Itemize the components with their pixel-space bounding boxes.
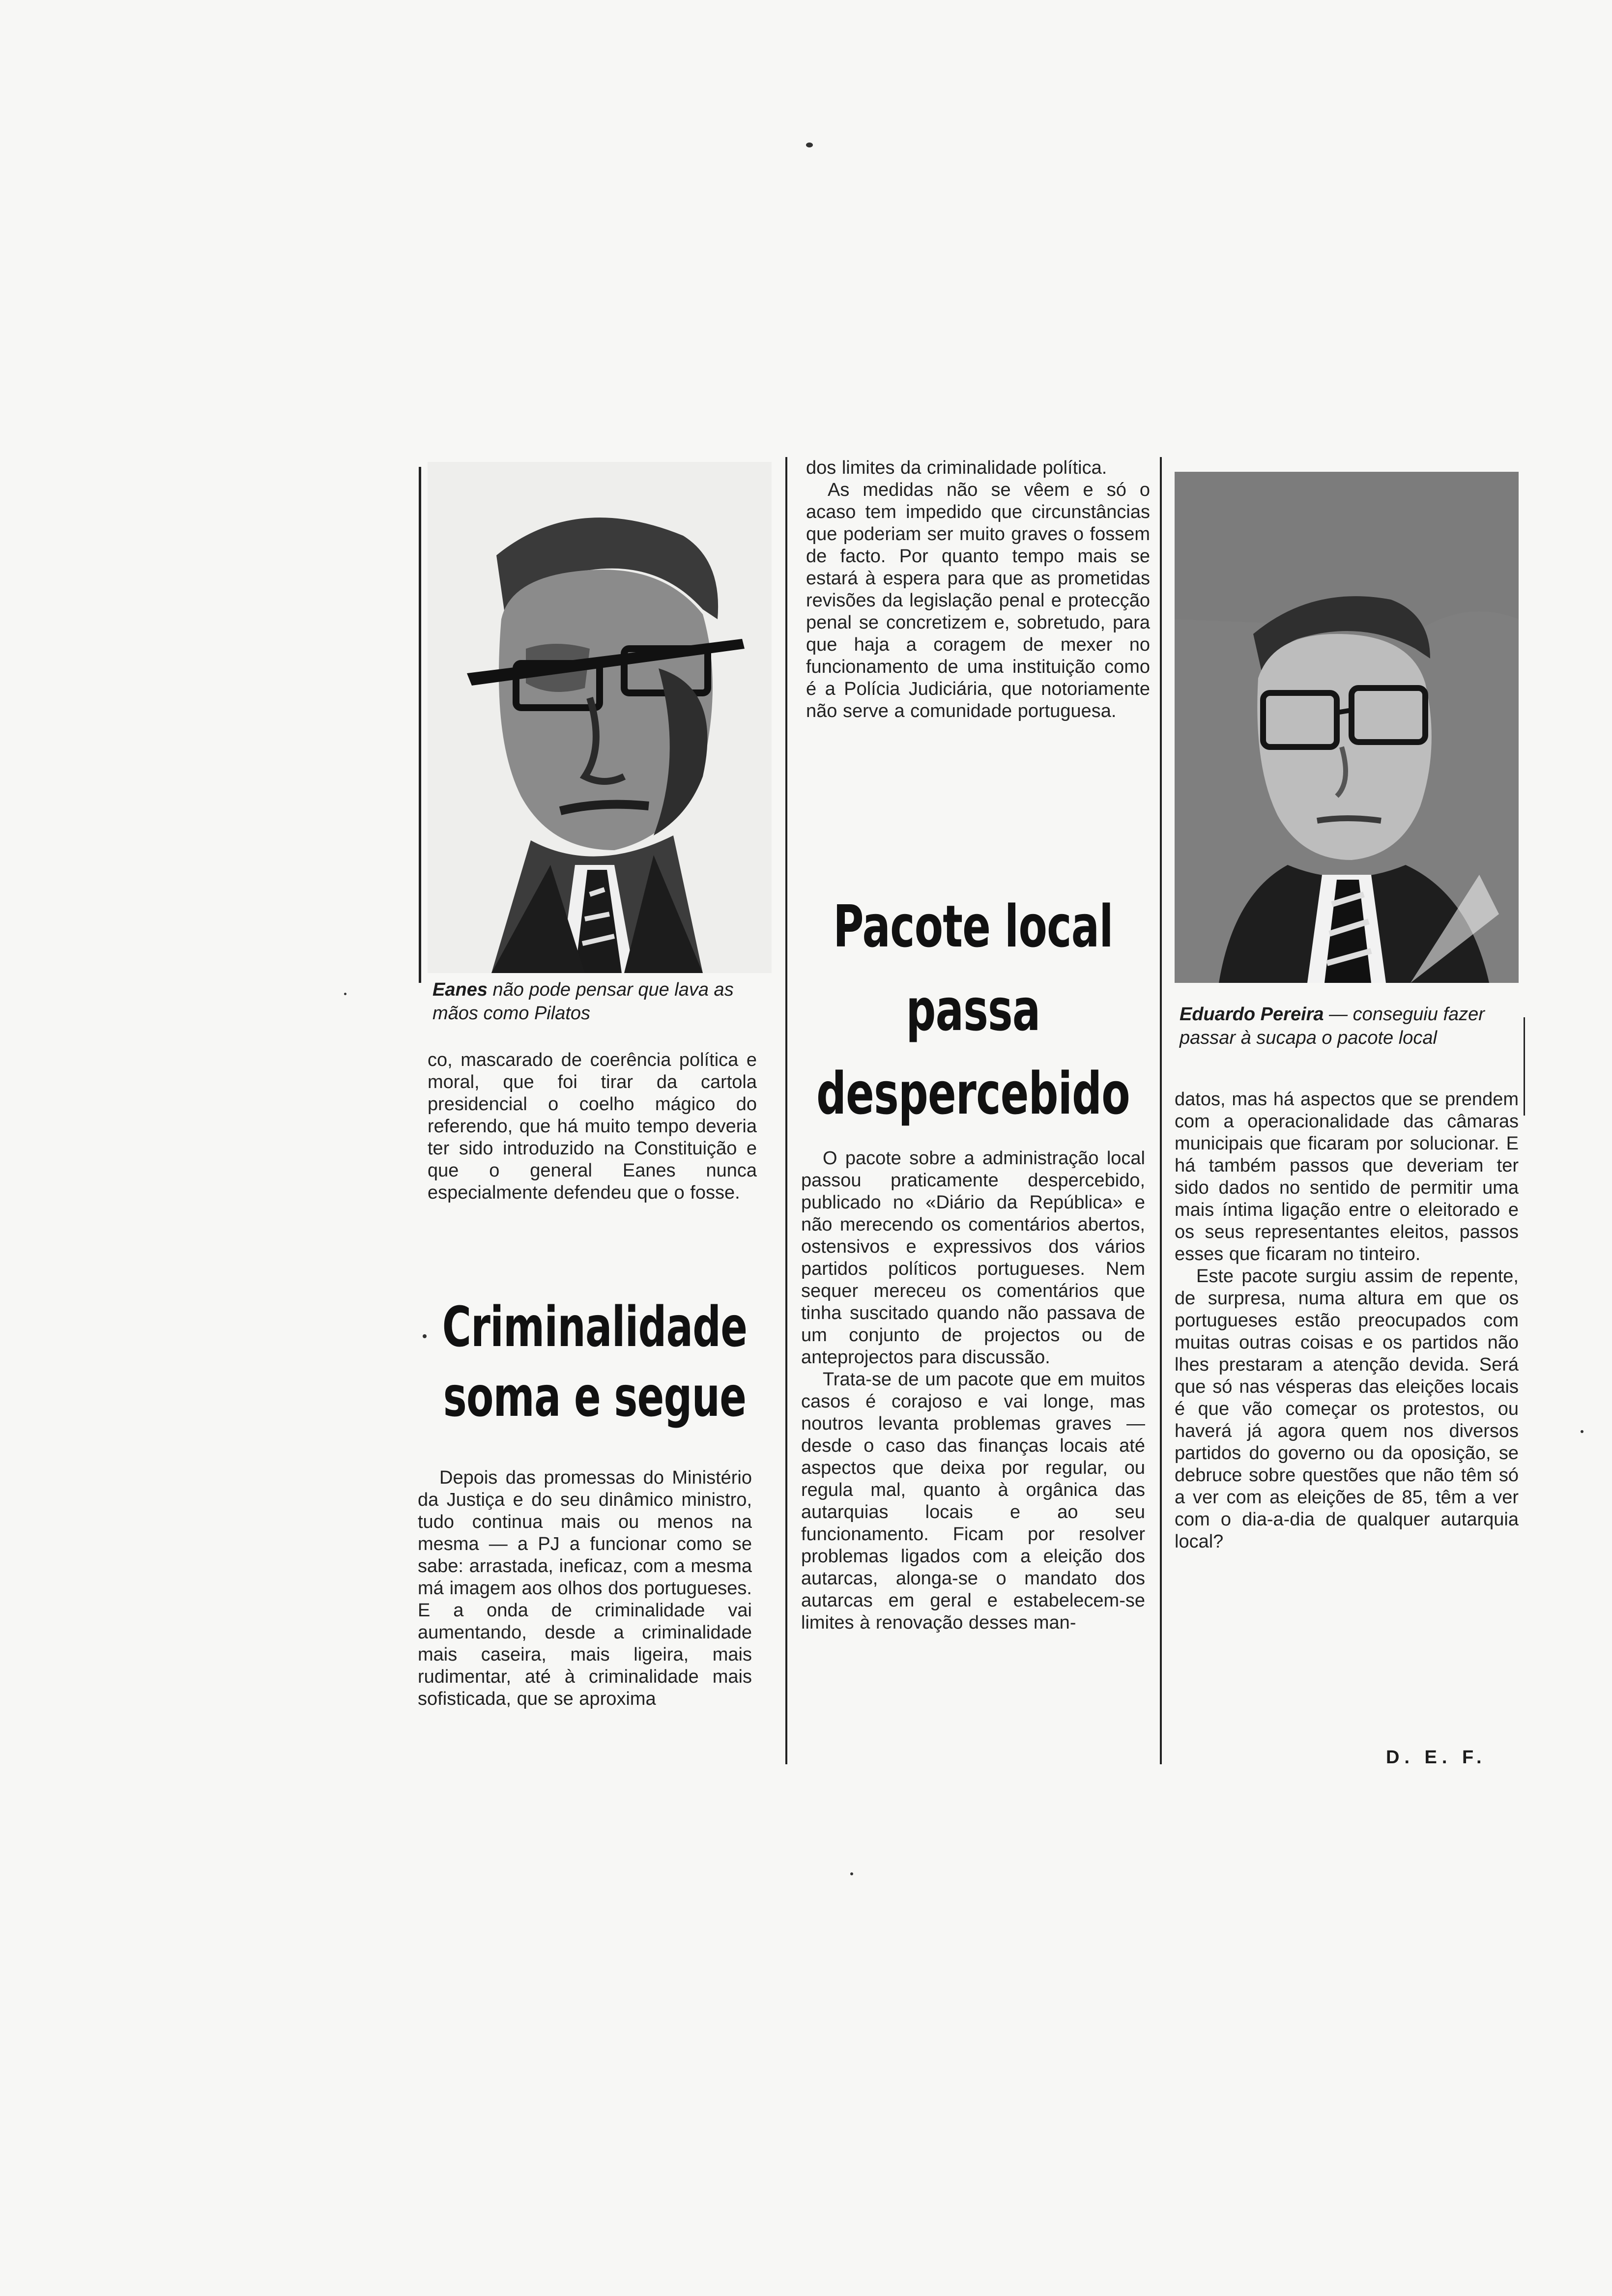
headline-criminalidade-line1: Criminalidade — [442, 1295, 748, 1359]
col2-bottom-p2: Trata-se de um pacote que em muitos casos é corajoso e vai longe, mas noutros levanta problemas graves — desde o caso das finanças locais até aspectos que deixa por regular, ou regula mal, quanto à orgânica das autarquias locais e ao seu funcionamento. Ficam por resolver problemas ligados com a eleição dos autarcas, alonga-se o mandato dos autarcas em geral e estabelecem-se limites à renovação desses man- — [801, 1369, 1145, 1633]
col1-top-text — [428, 1049, 757, 1204]
headline-criminalidade-line2: soma e segue — [443, 1365, 747, 1429]
col1-top-paragraph: co, mascarado de coerência política e moral, que foi tirar da cartola presidencial o coelho mágico do referendo, que há muito tempo deveria ter sido introduzido na Constituição e que o general Eanes nunca especialmente defendeu que o fosse. — [428, 1050, 757, 1203]
headline-pacote-line2: passa — [906, 976, 1040, 1044]
caption-eanes-name: Eanes — [432, 979, 488, 1000]
scan-speck — [1581, 1430, 1583, 1433]
photo-eanes-caption — [432, 978, 777, 1025]
photo-eduardo-pereira — [1175, 472, 1519, 983]
caption-eanes-text: não pode pensar que lava as mãos como Pilatos — [432, 979, 734, 1024]
col3-p1: datos, mas há aspectos que se prendem com a operacionalidade das câmaras municipais que ficaram por solucionar. E há também passos que deveriam ter sido dados no sentido de permitir uma mais íntima ligação entre o eleitorado e os seus representantes eleitos, passos esses que ficaram no tinteiro. — [1175, 1089, 1519, 1264]
caption-pereira-name: Eduardo Pereira — [1180, 1004, 1324, 1025]
col2-top-text — [806, 457, 1150, 722]
col2-bottom-p1: O pacote sobre a administração local passou praticamente despercebido, publicado no «Diário da República» e não merecendo os comentários abertos, ostensivos e expressivos dos vários partidos políticos portugueses. Nem sequer mereceu os comentários que tinha suscitado quando não passava de um conjunto de projectos ou de anteprojectos para discussão. — [801, 1148, 1145, 1368]
column-rule-far-right — [1524, 1017, 1525, 1116]
col3-p2: Este pacote surgiu assim de repente, de surpresa, numa altura em que os portugueses estão preocupados com muitas outras coisas e os partidos não lhes prestaram a atenção devida. Será que só nas vésperas das eleições locais é que vão começar os protestos, ou haverá já agora quem nos diversos partidos do governo ou da oposição, se debruce sobre questões que não têm só a ver com as eleições de 85, têm a ver com o dia-a-dia de qualquer autarquia local? — [1175, 1266, 1519, 1552]
col3-text — [1175, 1089, 1519, 1553]
photo-eanes — [428, 462, 772, 973]
column-rule-left — [419, 467, 421, 983]
headline-pacote-line3: despercebido — [816, 1060, 1130, 1127]
photo-eduardo-pereira-caption — [1180, 1003, 1524, 1050]
scan-speck — [806, 143, 813, 147]
column-rule-middle-right — [1160, 457, 1162, 1764]
col2-top-p1: dos limites da criminalidade política. — [806, 458, 1107, 478]
author-signature: D. E. F. — [1386, 1747, 1487, 1768]
scan-speck — [344, 993, 346, 995]
headline-pacote-local — [810, 885, 1136, 1135]
scan-speck — [423, 1334, 427, 1338]
col2-top-p2: As medidas não se vêem e só o acaso tem impedido que circunstâncias que poderiam ser muito graves o fossem de facto. Por quanto tempo mais se estará à espera para que as prometidas revisões da legislação penal e protecção penal se concretizem e, sobretudo, para que haja a coragem de mexer no funcionamento de uma instituição como é a Polícia Judiciária, que notoriamente não serve a comunidade portuguesa. — [806, 480, 1150, 721]
column-rule-left-2 — [785, 457, 787, 1764]
headline-criminalidade — [435, 1292, 754, 1432]
caption-pereira-text: — conseguiu fazer passar à sucapa o pacote local — [1180, 1004, 1485, 1048]
col2-bottom-text — [801, 1148, 1145, 1634]
col1-bottom-paragraph: Depois das promessas do Ministério da Justiça e do seu dinâmico ministro, tudo continua mais ou menos na mesma — a PJ a funcionar como se sabe: arrastada, ineficaz, com a mesma má imagem aos olhos dos portugueses. E a onda de criminalidade vai aumentando, desde a criminalidade mais caseira, mais ligeira, mais rudimentar, até à criminalidade mais sofisticada, que se aproxima — [418, 1467, 752, 1709]
scan-speck — [850, 1872, 853, 1875]
headline-pacote-line1: Pacote local — [833, 892, 1113, 960]
col1-bottom-text — [418, 1467, 752, 1710]
